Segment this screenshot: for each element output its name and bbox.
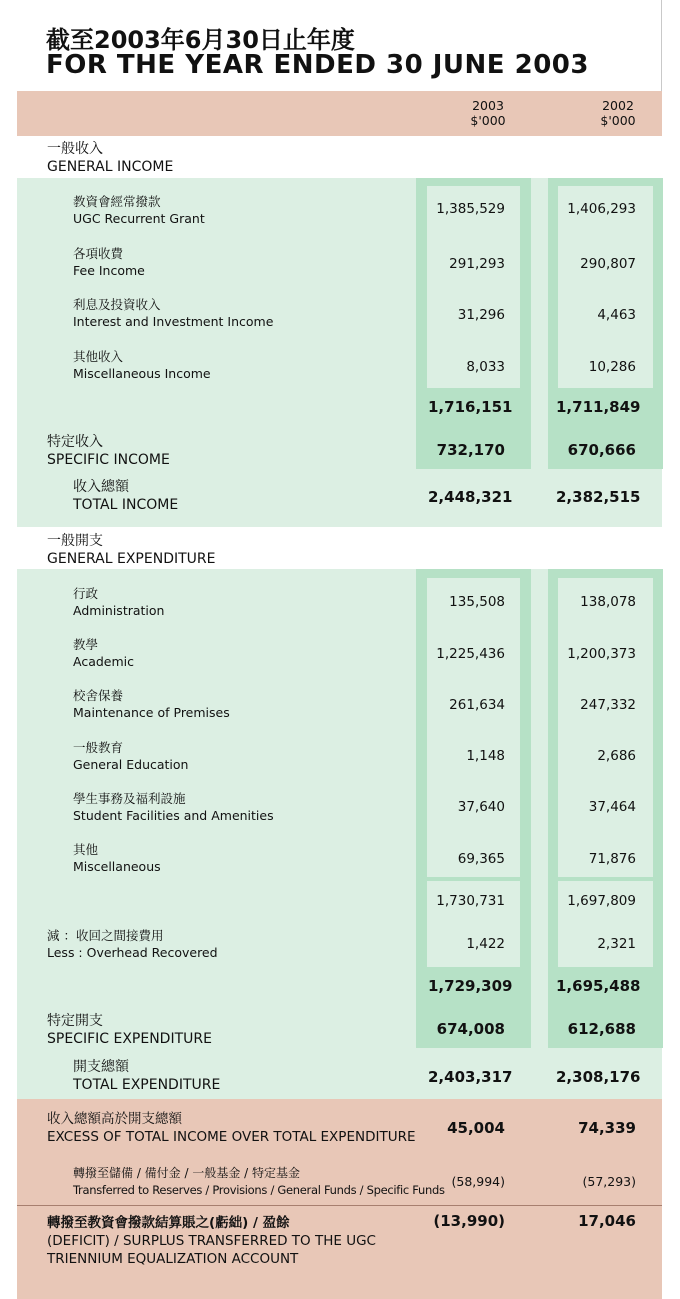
specific-expenditure-en: SPECIFIC EXPENDITURE bbox=[47, 1031, 212, 1047]
final-transfer-en-line1: (DEFICIT) / SURPLUS TRANSFERRED TO THE UGC bbox=[47, 1233, 376, 1249]
income-item-2002: 290,807 bbox=[580, 256, 636, 272]
expenditure-item-2002: 1,200,373 bbox=[567, 646, 636, 662]
expenditure-item-zh: 教學 bbox=[73, 637, 99, 652]
expenditure-items-box-2002 bbox=[558, 578, 653, 877]
general-expenditure-gross-2003: 1,730,731 bbox=[436, 893, 505, 909]
final-transfer-2002: 17,046 bbox=[578, 1212, 636, 1230]
overhead-recovered-2002: 2,321 bbox=[597, 936, 636, 952]
income-item-2003: 8,033 bbox=[466, 359, 505, 375]
transfer-label bbox=[73, 1165, 445, 1199]
total-income-2003: 2,448,321 bbox=[428, 488, 513, 506]
income-item-label bbox=[73, 193, 205, 227]
expenditure-item-2002: 138,078 bbox=[580, 594, 636, 610]
income-item-label bbox=[73, 245, 145, 279]
column-header-2003 bbox=[458, 98, 518, 128]
total-income-zh: 收入總額 bbox=[73, 479, 129, 495]
specific-income-2002: 670,666 bbox=[567, 441, 636, 459]
expenditure-item-zh: 一般教育 bbox=[73, 740, 124, 755]
column-year-2002: 2002 bbox=[602, 98, 634, 113]
income-item-en: Fee Income bbox=[73, 263, 145, 278]
general-expenditure-heading-zh: 一般開支 bbox=[47, 533, 103, 549]
final-transfer-label bbox=[47, 1214, 376, 1268]
overhead-recovered-label bbox=[47, 927, 218, 961]
total-expenditure-label bbox=[73, 1058, 220, 1094]
expenditure-item-label bbox=[73, 739, 188, 773]
total-expenditure-2002: 2,308,176 bbox=[556, 1068, 641, 1086]
general-expenditure-heading-en: GENERAL EXPENDITURE bbox=[47, 551, 216, 567]
excess-label bbox=[47, 1110, 416, 1146]
column-header-band bbox=[17, 91, 662, 136]
general-income-heading-zh: 一般收入 bbox=[47, 141, 103, 157]
income-item-en: UGC Recurrent Grant bbox=[73, 211, 205, 226]
final-transfer-2003: (13,990) bbox=[433, 1212, 505, 1230]
expenditure-item-2003: 135,508 bbox=[449, 594, 505, 610]
general-expenditure-net-2003: 1,729,309 bbox=[428, 977, 513, 995]
transfer-en: Transferred to Reserves / Provisions / General Funds / Specific Funds bbox=[73, 1183, 445, 1197]
expenditure-item-2002: 71,876 bbox=[588, 851, 636, 867]
final-transfer-en-line2: TRIENNIUM EQUALIZATION ACCOUNT bbox=[47, 1251, 299, 1267]
income-item-zh: 利息及投資收入 bbox=[73, 297, 161, 312]
expenditure-item-2003: 37,640 bbox=[457, 799, 505, 815]
column-unit-2003: $'000 bbox=[470, 113, 506, 128]
income-item-2003: 291,293 bbox=[449, 256, 505, 272]
specific-income-zh: 特定收入 bbox=[47, 434, 103, 450]
excess-en: EXCESS OF TOTAL INCOME OVER TOTAL EXPENDITURE bbox=[47, 1129, 416, 1145]
specific-expenditure-2002: 612,688 bbox=[567, 1020, 636, 1038]
specific-income-label bbox=[47, 433, 170, 469]
overhead-recovered-zh: 減 ：收回之間接費用 bbox=[47, 928, 164, 943]
general-income-subtotal-2003: 1,716,151 bbox=[428, 398, 513, 416]
excess-zh: 收入總額高於開支總額 bbox=[47, 1111, 182, 1127]
summary-divider bbox=[17, 1205, 662, 1206]
income-item-en: Interest and Investment Income bbox=[73, 314, 274, 329]
income-item-label bbox=[73, 296, 273, 330]
expenditure-item-2003: 1,225,436 bbox=[436, 646, 505, 662]
overhead-recovered-en: Less : Overhead Recovered bbox=[47, 945, 218, 960]
title-zh: 截至2003年6月30日止年度 bbox=[46, 26, 355, 54]
transfer-zh: 轉撥至儲備 / 備付金 / 一般基金 / 特定基金 bbox=[73, 1166, 301, 1180]
expenditure-item-2002: 37,464 bbox=[588, 799, 636, 815]
expenditure-item-en: Student Facilities and Amenities bbox=[73, 808, 274, 823]
expenditure-item-zh: 其他 bbox=[73, 842, 99, 857]
total-income-2002: 2,382,515 bbox=[556, 488, 641, 506]
expenditure-item-label bbox=[73, 790, 274, 824]
overhead-recovered-2003: 1,422 bbox=[466, 936, 505, 952]
specific-expenditure-2003: 674,008 bbox=[436, 1020, 505, 1038]
general-expenditure-gross-2002: 1,697,809 bbox=[567, 893, 636, 909]
income-item-zh: 其他收入 bbox=[73, 349, 124, 364]
general-income-heading-en: GENERAL INCOME bbox=[47, 159, 174, 175]
total-expenditure-zh: 開支總額 bbox=[73, 1059, 129, 1075]
expenditure-item-en: Academic bbox=[73, 654, 135, 669]
income-item-2002: 4,463 bbox=[597, 307, 636, 323]
general-expenditure-net-2002: 1,695,488 bbox=[556, 977, 641, 995]
specific-expenditure-zh: 特定開支 bbox=[47, 1013, 103, 1029]
income-item-2003: 31,296 bbox=[457, 307, 505, 323]
expenditure-item-2003: 1,148 bbox=[466, 748, 505, 764]
income-item-2002: 10,286 bbox=[588, 359, 636, 375]
expenditure-item-2002: 2,686 bbox=[597, 748, 636, 764]
expenditure-item-zh: 行政 bbox=[73, 586, 99, 601]
income-item-label bbox=[73, 348, 211, 382]
expenditure-item-2002: 247,332 bbox=[580, 697, 636, 713]
expenditure-items-box-2003 bbox=[427, 578, 520, 877]
excess-2002: 74,339 bbox=[578, 1119, 636, 1137]
title-en: FOR THE YEAR ENDED 30 JUNE 2003 bbox=[46, 50, 589, 80]
expenditure-item-label bbox=[73, 687, 230, 721]
column-year-2003: 2003 bbox=[472, 98, 504, 113]
expenditure-item-en: General Education bbox=[73, 757, 189, 772]
final-transfer-zh: 轉撥至教資會撥款結算賬之(虧絀) / 盈餘 bbox=[47, 1215, 290, 1231]
expenditure-item-2003: 69,365 bbox=[457, 851, 505, 867]
general-income-heading bbox=[47, 140, 173, 176]
column-unit-2002: $'000 bbox=[600, 113, 636, 128]
general-income-subtotal-2002: 1,711,849 bbox=[556, 398, 641, 416]
expenditure-item-zh: 學生事務及福利設施 bbox=[73, 791, 186, 806]
expenditure-item-label bbox=[73, 585, 164, 619]
expenditure-item-en: Administration bbox=[73, 603, 165, 618]
expenditure-item-en: Maintenance of Premises bbox=[73, 705, 230, 720]
column-header-2002 bbox=[588, 98, 648, 128]
income-item-en: Miscellaneous Income bbox=[73, 366, 211, 381]
general-expenditure-heading bbox=[47, 532, 215, 568]
income-item-2002: 1,406,293 bbox=[567, 201, 636, 217]
excess-2003: 45,004 bbox=[447, 1119, 505, 1137]
specific-income-en: SPECIFIC INCOME bbox=[47, 452, 170, 468]
income-item-zh: 教資會經常撥款 bbox=[73, 194, 161, 209]
expenditure-item-en: Miscellaneous bbox=[73, 859, 161, 874]
expenditure-item-label bbox=[73, 841, 161, 875]
total-expenditure-2003: 2,403,317 bbox=[428, 1068, 513, 1086]
specific-income-2003: 732,170 bbox=[436, 441, 505, 459]
total-income-label bbox=[73, 478, 178, 514]
total-expenditure-en: TOTAL EXPENDITURE bbox=[73, 1077, 221, 1093]
income-item-2003: 1,385,529 bbox=[436, 201, 505, 217]
expenditure-item-2003: 261,634 bbox=[449, 697, 505, 713]
transfer-2003: (58,994) bbox=[451, 1174, 505, 1189]
total-income-en: TOTAL INCOME bbox=[73, 497, 179, 513]
specific-expenditure-label bbox=[47, 1012, 212, 1048]
expenditure-item-zh: 校舍保養 bbox=[73, 688, 124, 703]
transfer-2002: (57,293) bbox=[582, 1174, 636, 1189]
expenditure-item-label bbox=[73, 636, 134, 670]
income-item-zh: 各項收費 bbox=[73, 246, 124, 261]
